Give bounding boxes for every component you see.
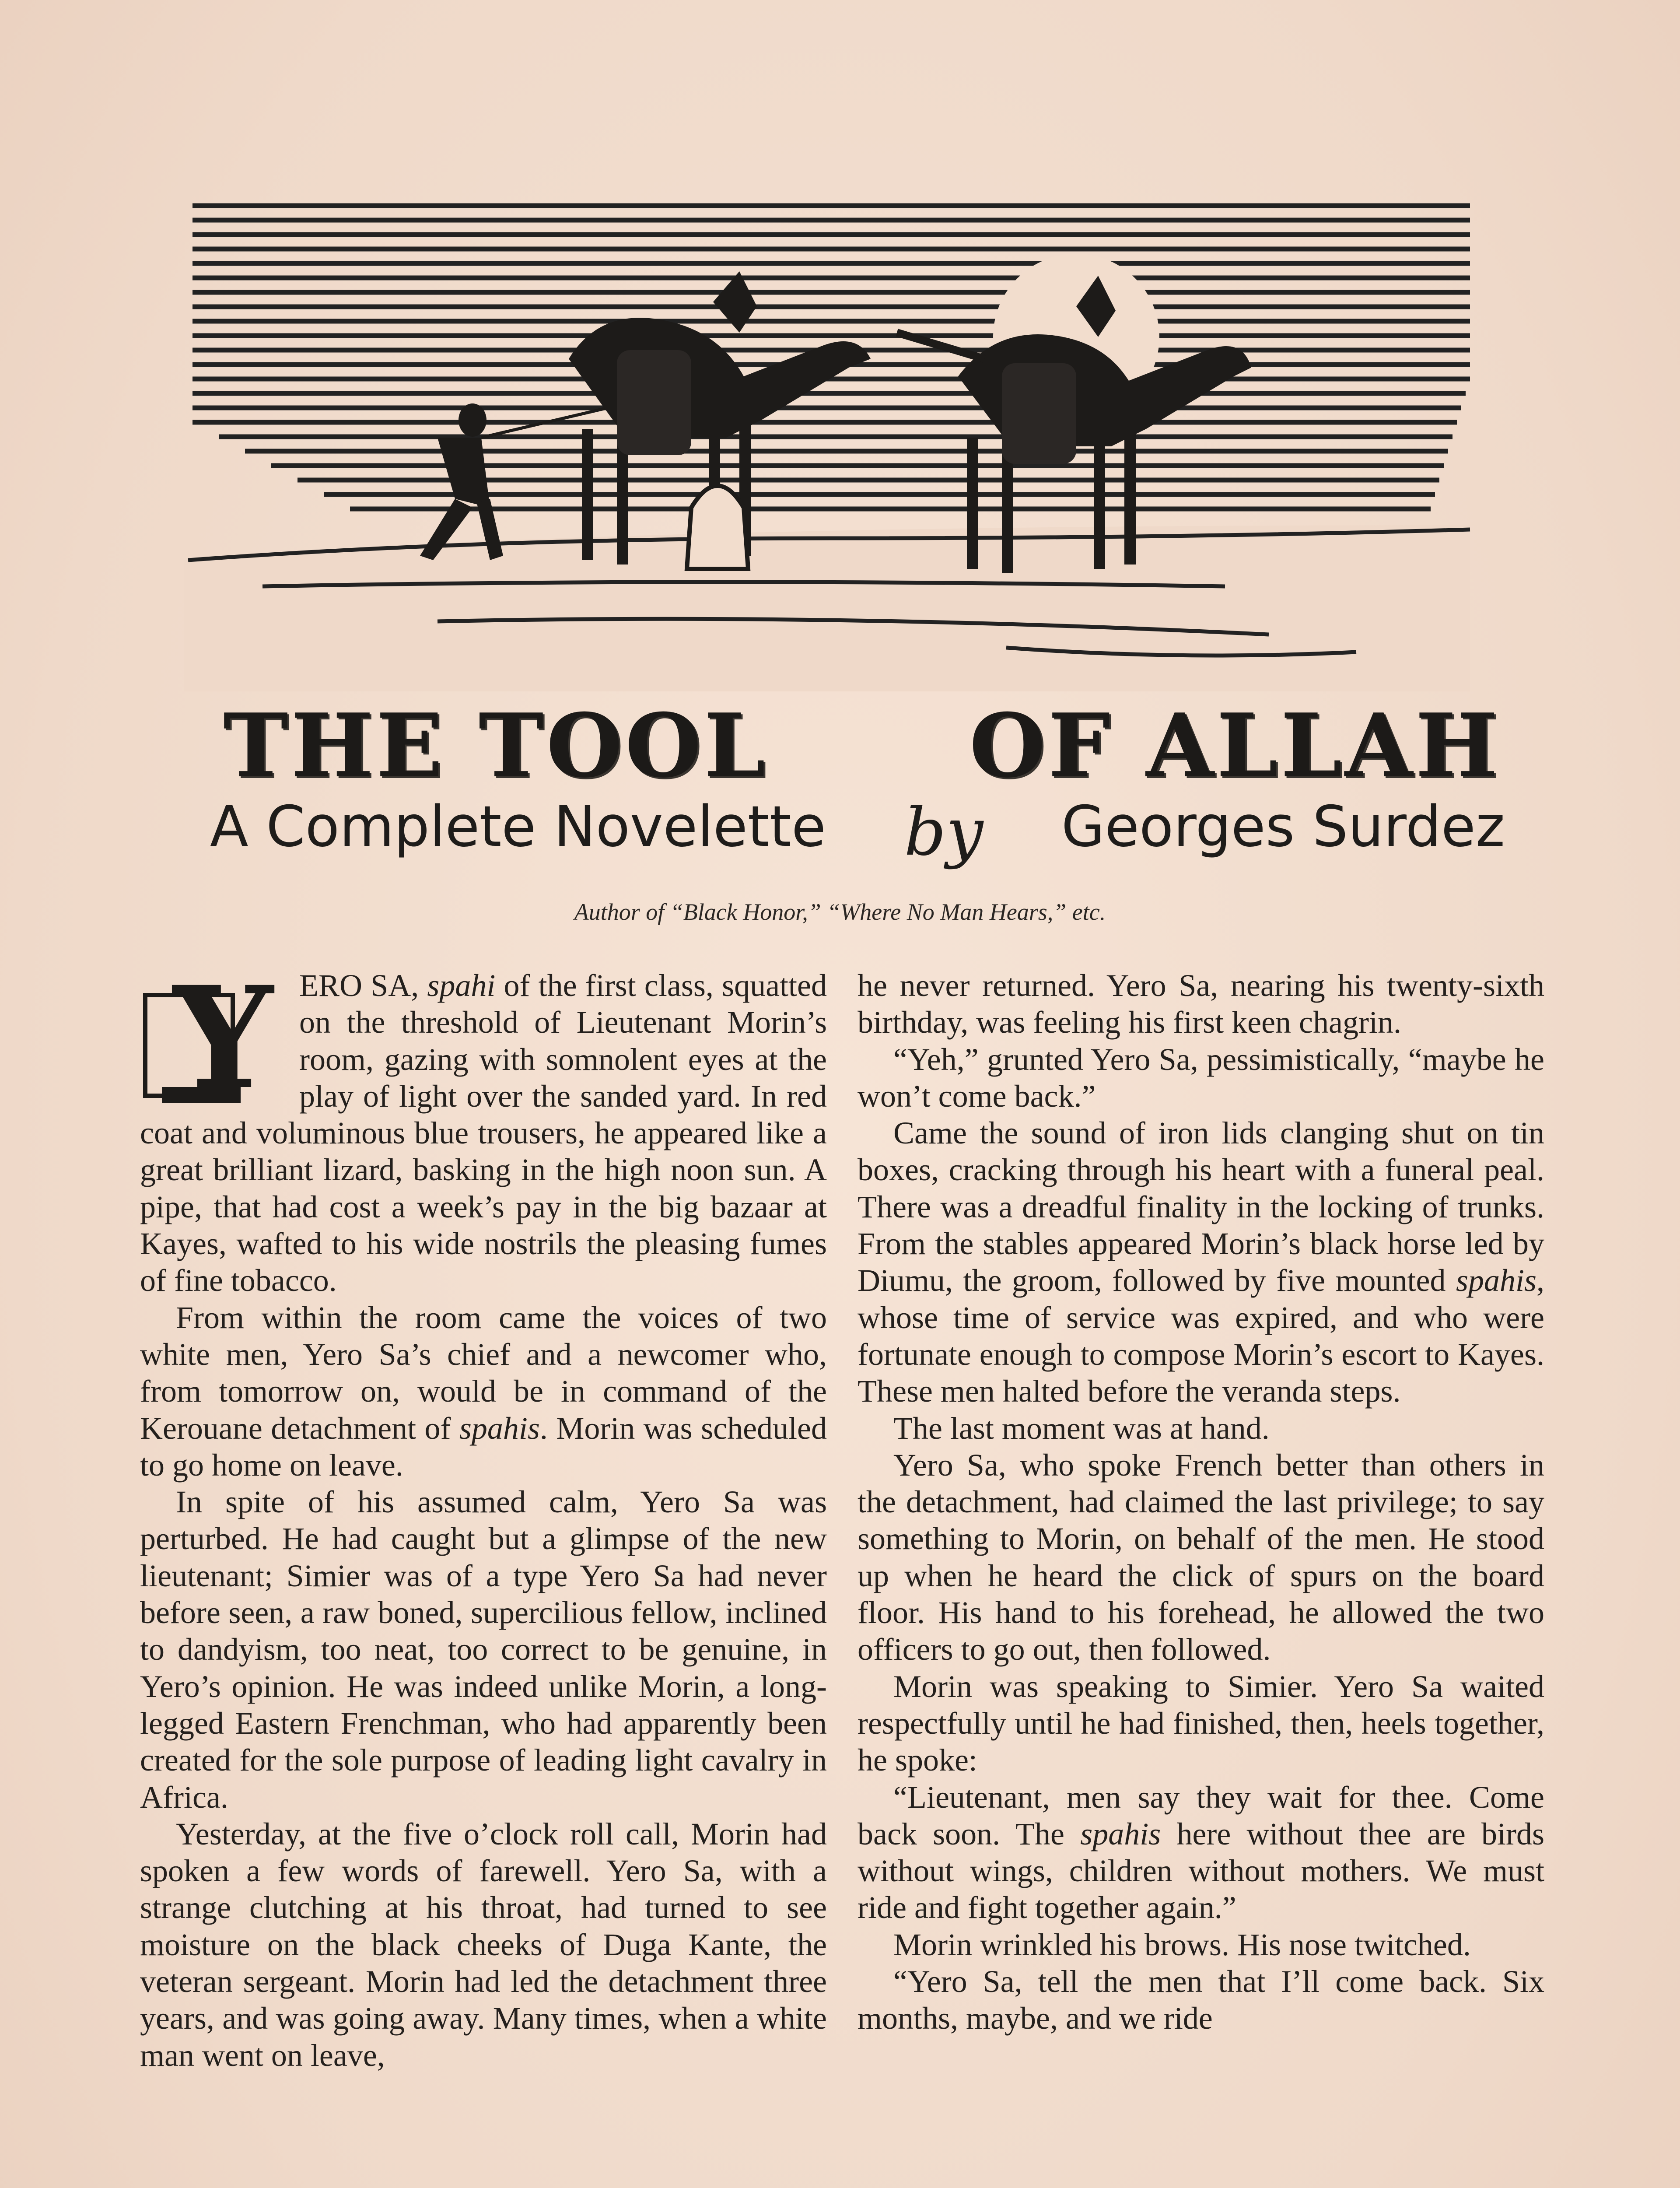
- author-name: Georges Surdez: [1061, 794, 1505, 859]
- text-column-left: [140, 967, 827, 2188]
- drop-cap-letter: Y: [173, 969, 273, 1113]
- paragraph: “Yero Sa, tell the men that I’ll come back. Six months, maybe, and we ride: [858, 1964, 1544, 2036]
- paragraph: Came the sound of iron lids clanging shut on tin boxes, cracking through his heart with a funeral peal. There was a dreadful finality in the locking of trunks. From the stables appeared Morin’s black horse led by Diumu, the groom, followed by five mounted spahis, whose time of service was expired, and who were fortunate enough to compose Morin’s escort to Kayes. These men halted before the veranda steps.: [858, 1115, 1544, 1409]
- drop-cap-frame: [140, 969, 284, 1113]
- story-title: [223, 694, 1501, 797]
- camel-caravan-illustration: [175, 193, 1488, 691]
- paragraph: In spite of his assumed calm, Yero Sa was perturbed. He had caught but a glimpse of the new lieutenant; Simier was of a type Yero Sa had never before seen, a raw boned, supercilious fellow, inclined to dandyism, too neat, too correct to be genuine, in Yero’s opinion. He was indeed unlike Morin, a long-legged Eastern Frenchman, who had apparently been created for the sole purpose of leading light cavalry in Africa.: [140, 1484, 827, 1815]
- header-illustration: [175, 193, 1488, 691]
- paragraph: From within the room came the voices of two white men, Yero Sa’s chief and a newcomer who, from tomorrow on, would be in command of the Kerouane detachment of spahis. Morin was scheduled to go home on leave.: [140, 1300, 827, 1483]
- paragraph: Morin was speaking to Simier. Yero Sa waited respectfully until he had finished, then, heels together, he spoke:: [858, 1669, 1544, 1778]
- text-column-right: [858, 967, 1544, 2188]
- paragraph: he never returned. Yero Sa, nearing his twenty-sixth birthday, was feeling his first keen chagrin.: [858, 968, 1544, 1040]
- paragraph: Morin wrinkled his brows. His nose twitched.: [893, 1927, 1471, 1962]
- paragraph: “Yeh,” grunted Yero Sa, pessimistically, “maybe he won’t come back.”: [858, 1041, 1544, 1114]
- subtitle-line: [210, 790, 1505, 870]
- author-credit: Author of “Black Honor,” “Where No Man Hears,” etc.: [574, 899, 1106, 925]
- paragraph: “Lieutenant, men say they wait for thee. Come back soon. The spahis here without thee are birds without wings, children without mothers. We must ride and fight together again.”: [858, 1779, 1544, 1925]
- drop-cap: [140, 969, 284, 1113]
- title-left: THE TOOL: [223, 694, 768, 797]
- story-subtitle: A Complete Novelette: [210, 794, 826, 859]
- title-right: OF ALLAH: [969, 694, 1501, 797]
- paragraph: Yero Sa, who spoke French better than others in the detachment, had claimed the last privilege; to say something to Morin, on behalf of the men. He stood up when he heard the click of spurs on the board floor. His hand to his forehead, he allowed the two officers to go out, then followed.: [858, 1447, 1544, 1667]
- title-block: [210, 694, 1505, 871]
- paragraph: ERO SA, spahi of the first class, squatted on the threshold of Lieutenant Morin’s room, gazing with somnolent eyes at the play of light over the sanded yard. In red coat and voluminous blue trousers, he appeared like a great brilliant lizard, basking in the high noon sun. A pipe, that had cost a week’s pay in the big bazaar at Kayes, wafted to his wide nostrils the pleasing fumes of fine tobacco.: [140, 968, 827, 1298]
- byline: by: [904, 794, 984, 870]
- paragraph: Yesterday, at the five o’clock roll call, Morin had spoken a few words of farewell. Yero Sa, with a strange clutching at his throat, had turned to see moisture on the black cheeks of Duga Kante, the veteran sergeant. Morin had led the detachment three years, and was going away. Many times, when a white man went on leave,: [140, 1816, 827, 2073]
- paragraph: The last moment was at hand.: [893, 1410, 1270, 1446]
